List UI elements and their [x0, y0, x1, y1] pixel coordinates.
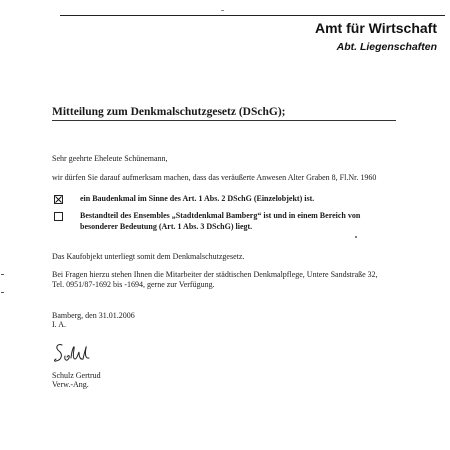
- option-1-text: [80, 194, 314, 205]
- header-rule: [60, 15, 445, 16]
- handwritten-signature: [53, 340, 93, 368]
- punch-mark: [1, 292, 4, 293]
- contact-line: Tel. 0951/87-1692 bis -1694, gerne zur Verfügung.: [52, 279, 215, 289]
- signer-title: Verw.-Ang.: [52, 380, 89, 389]
- contact-line: Bei Fragen hierzu stehen Ihnen die Mitarbeiter der städtischen Denkmalpflege, Untere Sandstraße 32,: [52, 270, 378, 279]
- place-date: Bamberg, den 31.01.2006: [52, 311, 135, 320]
- on-behalf-abbrev: I. A.: [52, 320, 66, 329]
- option-1-checkbox[interactable]: [54, 195, 63, 204]
- organization-name: Amt für Wirtschaft: [315, 20, 437, 36]
- scan-mark: [221, 10, 224, 11]
- option-line: ein Baudenkmal im Sinne des Art. 1 Abs. 2 DSchG (Einzelobjekt) ist.: [80, 194, 315, 203]
- option-line: Bestandteil des Ensembles „Stadtdenkmal Bamberg“ ist und in einem Bereich von: [80, 211, 361, 220]
- salutation: Sehr geehrte Eheleute Schünemann,: [52, 154, 168, 163]
- letter-subject: Mitteilung zum Denkmalschutzgesetz (DSchG);: [52, 106, 286, 118]
- punch-mark: [1, 274, 4, 275]
- closing-statement: Das Kaufobjekt unterliegt somit dem Denkmalschutzgesetz.: [52, 252, 245, 261]
- checkmark-cross-icon: [55, 196, 62, 203]
- option-2-checkbox[interactable]: [54, 212, 63, 221]
- option-2-text: [80, 211, 360, 232]
- scan-speck: [355, 236, 357, 238]
- option-line: besonderer Bedeutung (Art. 1 Abs. 3 DSchG) liegt.: [80, 221, 253, 231]
- subject-underline: [52, 120, 396, 121]
- department-name: Abt. Liegenschaften: [336, 41, 437, 53]
- signer-name: Schulz Gertrud: [52, 371, 101, 380]
- contact-info: [52, 270, 378, 289]
- intro-text: wir dürfen Sie darauf aufmerksam machen, dass das veräußerte Anwesen Alter Graben 8, Fl.Nr. 1960: [52, 173, 377, 182]
